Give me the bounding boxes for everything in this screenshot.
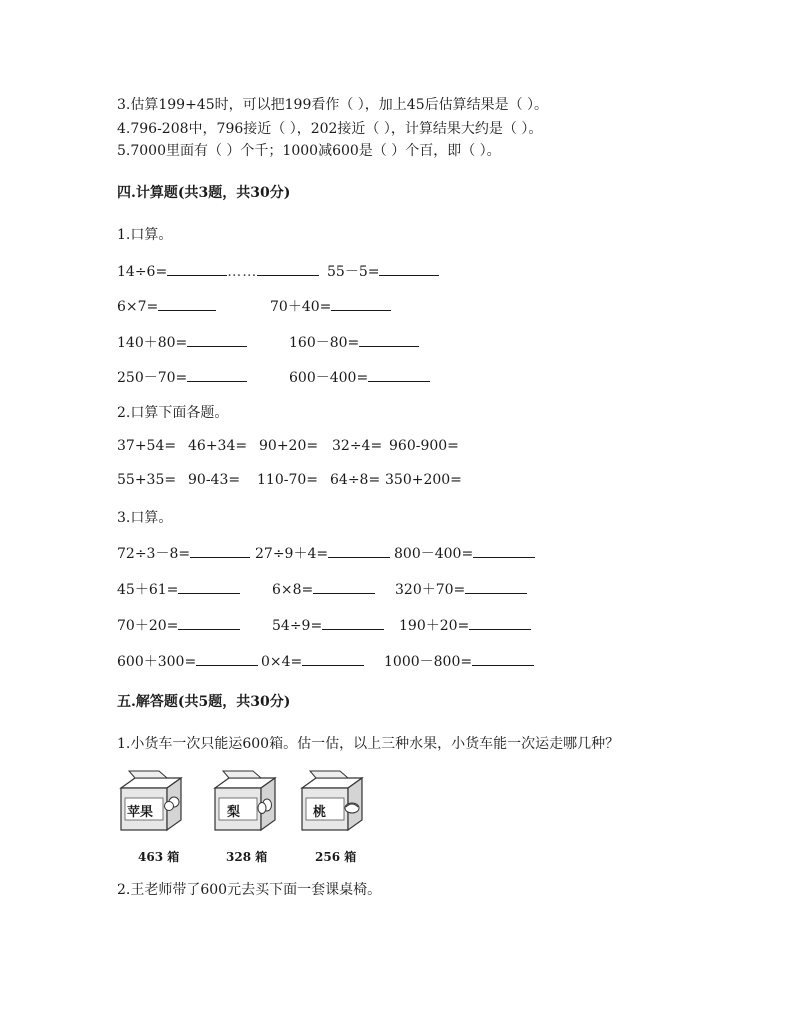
- problem-text: 250－70=: [117, 367, 247, 387]
- problem-text: 70＋20=: [117, 615, 240, 635]
- problem-text: 32÷4=: [332, 438, 383, 454]
- problem-text: 55+35=: [117, 472, 177, 488]
- section-heading-word-problems: 五.解答题(共5题，共30分): [117, 694, 291, 710]
- problem-text: 600－400=: [289, 367, 430, 387]
- problem-text: 27÷9＋4=: [255, 543, 390, 563]
- question-title: 1.口算。: [117, 227, 173, 243]
- problem-text: 320＋70=: [395, 579, 527, 599]
- problem-text: 6×8=: [272, 579, 375, 598]
- problem-text: 960-900=: [389, 438, 459, 454]
- box-count: 256 箱: [315, 850, 357, 864]
- problem-text: 0×4=: [261, 651, 364, 670]
- box-label: 梨: [227, 805, 241, 820]
- word-problem-2: 2.王老师带了600元去买下面一套课桌椅。: [117, 882, 382, 898]
- problem-text: 90+20=: [259, 438, 319, 454]
- box-count: 328 箱: [226, 850, 268, 864]
- question-title: 3.口算。: [117, 510, 173, 526]
- problem-text: 800－400=: [394, 543, 535, 563]
- problem-text: 72÷3－8=: [117, 543, 250, 563]
- fill-blank-5: 5.7000里面有（ ）个千；1000减600是（ ）个百，即（ ）。: [117, 143, 501, 159]
- problem-text: 350+200=: [385, 472, 462, 488]
- problem-text: 190＋20=: [399, 615, 531, 635]
- box-count: 463 箱: [138, 850, 180, 864]
- problem-text: 46+34=: [188, 438, 248, 454]
- problem-text: 90-43=: [188, 472, 241, 488]
- word-problem-1: 1.小货车一次只能运600箱。估一估，以上三种水果，小货车能一次运走哪几种？: [117, 736, 620, 752]
- problem-text: 600＋300=: [117, 651, 258, 671]
- problem-text: 55－5=: [327, 261, 439, 281]
- problem-text: 54÷9=: [272, 615, 384, 634]
- problem-text: 160－80=: [289, 332, 419, 352]
- problem-text: 45＋61=: [117, 579, 240, 599]
- box-label: 苹果: [127, 805, 154, 820]
- box-label: 桃: [313, 805, 327, 820]
- problem-text: 70＋40=: [270, 296, 391, 316]
- problem-text: 14÷6= ……: [117, 261, 319, 280]
- problem-text: 110-70=: [257, 472, 318, 488]
- fill-blank-3: 3.估算199+45时，可以把199看作（ ），加上45后估算结果是（ ）。: [117, 97, 549, 113]
- problem-text: 64÷8=: [330, 472, 381, 488]
- pear-box-illustration: [209, 770, 281, 834]
- problem-text: 37+54=: [117, 438, 177, 454]
- question-title: 2.口算下面各题。: [117, 405, 229, 421]
- fill-blank-4: 4.796-208中，796接近（ ），202接近（ ），计算结果大约是（ ）。: [117, 121, 543, 137]
- problem-text: 140＋80=: [117, 332, 247, 352]
- section-heading-calculation: 四.计算题(共3题，共30分): [117, 185, 291, 201]
- problem-text: 6×7=: [117, 296, 216, 315]
- peach-box-illustration: [296, 770, 368, 834]
- problem-text: 1000－800=: [384, 651, 534, 671]
